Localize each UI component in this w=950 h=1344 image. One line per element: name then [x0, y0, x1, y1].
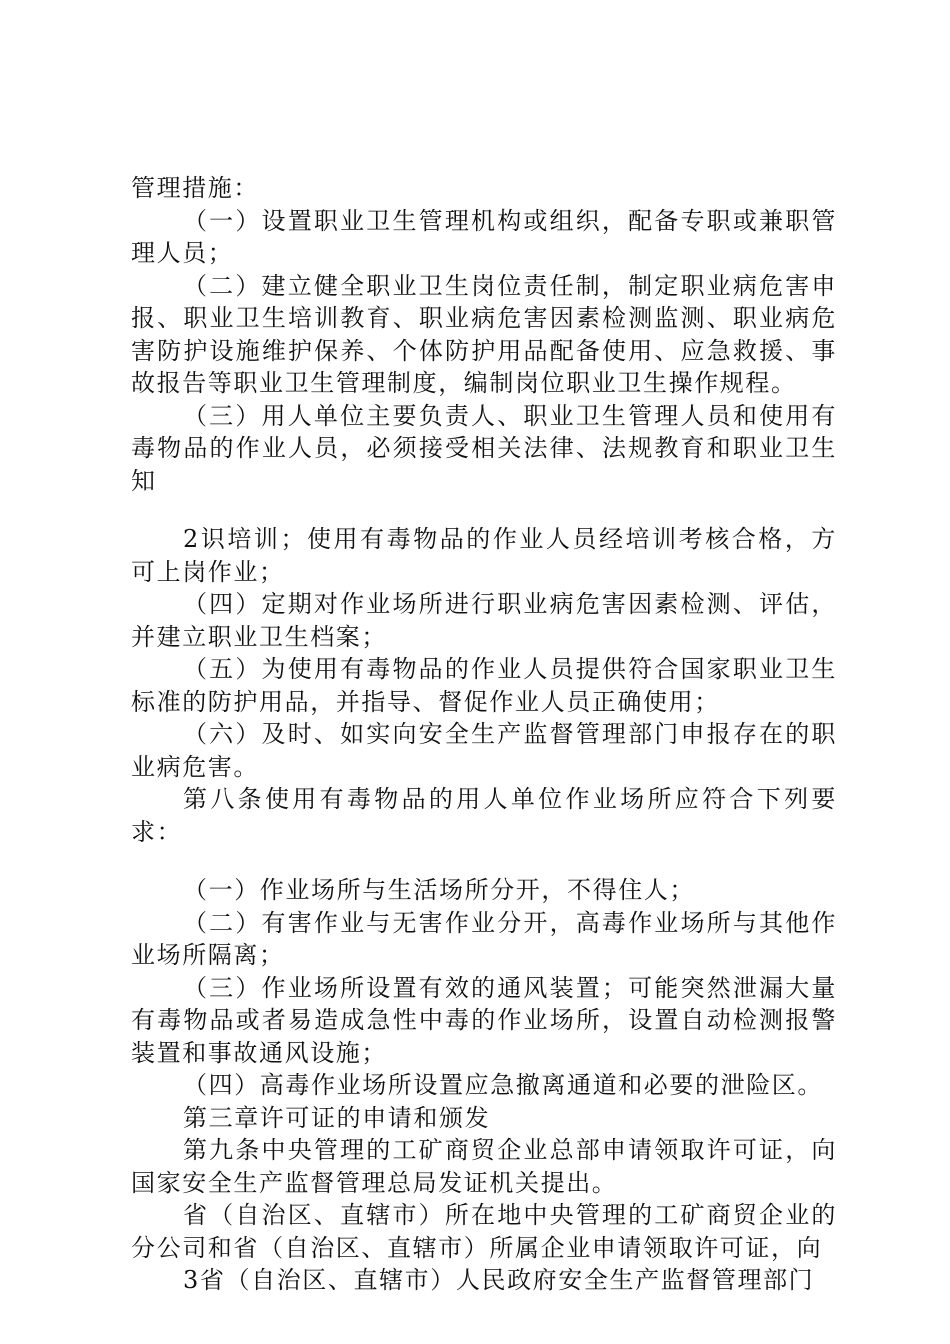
paragraph-req-1: （一）作业场所与生活场所分开，不得住人； [183, 876, 695, 904]
paragraph-management-measures: 管理措施： [131, 174, 259, 202]
paragraph-req-4: （四）高毒作业场所设置应急撤离通道和必要的泄险区。 [183, 1071, 823, 1099]
paragraph-req-2: （二）有害作业与无害作业分开，高毒作业场所与其他作业场所隔离； [131, 908, 837, 969]
paragraph-item-1: （一）设置职业卫生管理机构或组织，配备专职或兼职管理人员； [131, 206, 837, 267]
paragraph-item-6: （六）及时、如实向安全生产监督管理部门申报存在的职业病危害。 [131, 720, 837, 781]
paragraph-item-5: （五）为使用有毒物品的作业人员提供符合国家职业卫生标准的防护用品，并指导、督促作业人员正确使用； [131, 655, 837, 716]
paragraph-item-3: （三）用人单位主要负责人、职业卫生管理人员和使用有毒物品的作业人员，必须接受相关法律、法规教育和职业卫生知 [131, 401, 837, 495]
paragraph-req-3: （三）作业场所设置有效的通风装置；可能突然泄漏大量有毒物品或者易造成急性中毒的作业场所，设置自动检测报警装置和事故通风设施； [131, 973, 837, 1067]
document-body [131, 172, 837, 1297]
paragraph-article-8: 第八条使用有毒物品的用人单位作业场所应符合下列要求： [131, 785, 837, 846]
chapter-3-heading: 第三章许可证的申请和颁发 [183, 1103, 491, 1132]
paragraph-page-break-3: 3省（自治区、直辖市）人民政府安全生产监督管理部门 [183, 1266, 815, 1294]
paragraph-article-9: 第九条中央管理的工矿商贸企业总部申请领取许可证，向国家安全生产监督管理总局发证机关提出。 [131, 1136, 837, 1197]
paragraph-provincial-application: 省（自治区、直辖市）所在地中央管理的工矿商贸企业的分公司和省（自治区、直辖市）所属企业申请领取许可证，向 [131, 1201, 837, 1262]
paragraph-page-break-2: 2识培训；使用有毒物品的作业人员经培训考核合格，方可上岗作业； [131, 525, 837, 586]
paragraph-item-2: （二）建立健全职业卫生岗位责任制，制定职业病危害申报、职业卫生培训教育、职业病危害因素检测监测、职业病危害防护设施维护保养、个体防护用品配备使用、应急救援、事故报告等职业卫生管理制度，编制岗位职业卫生操作规程。 [131, 271, 837, 397]
paragraph-item-4: （四）定期对作业场所进行职业病危害因素检测、评估，并建立职业卫生档案； [131, 590, 837, 651]
